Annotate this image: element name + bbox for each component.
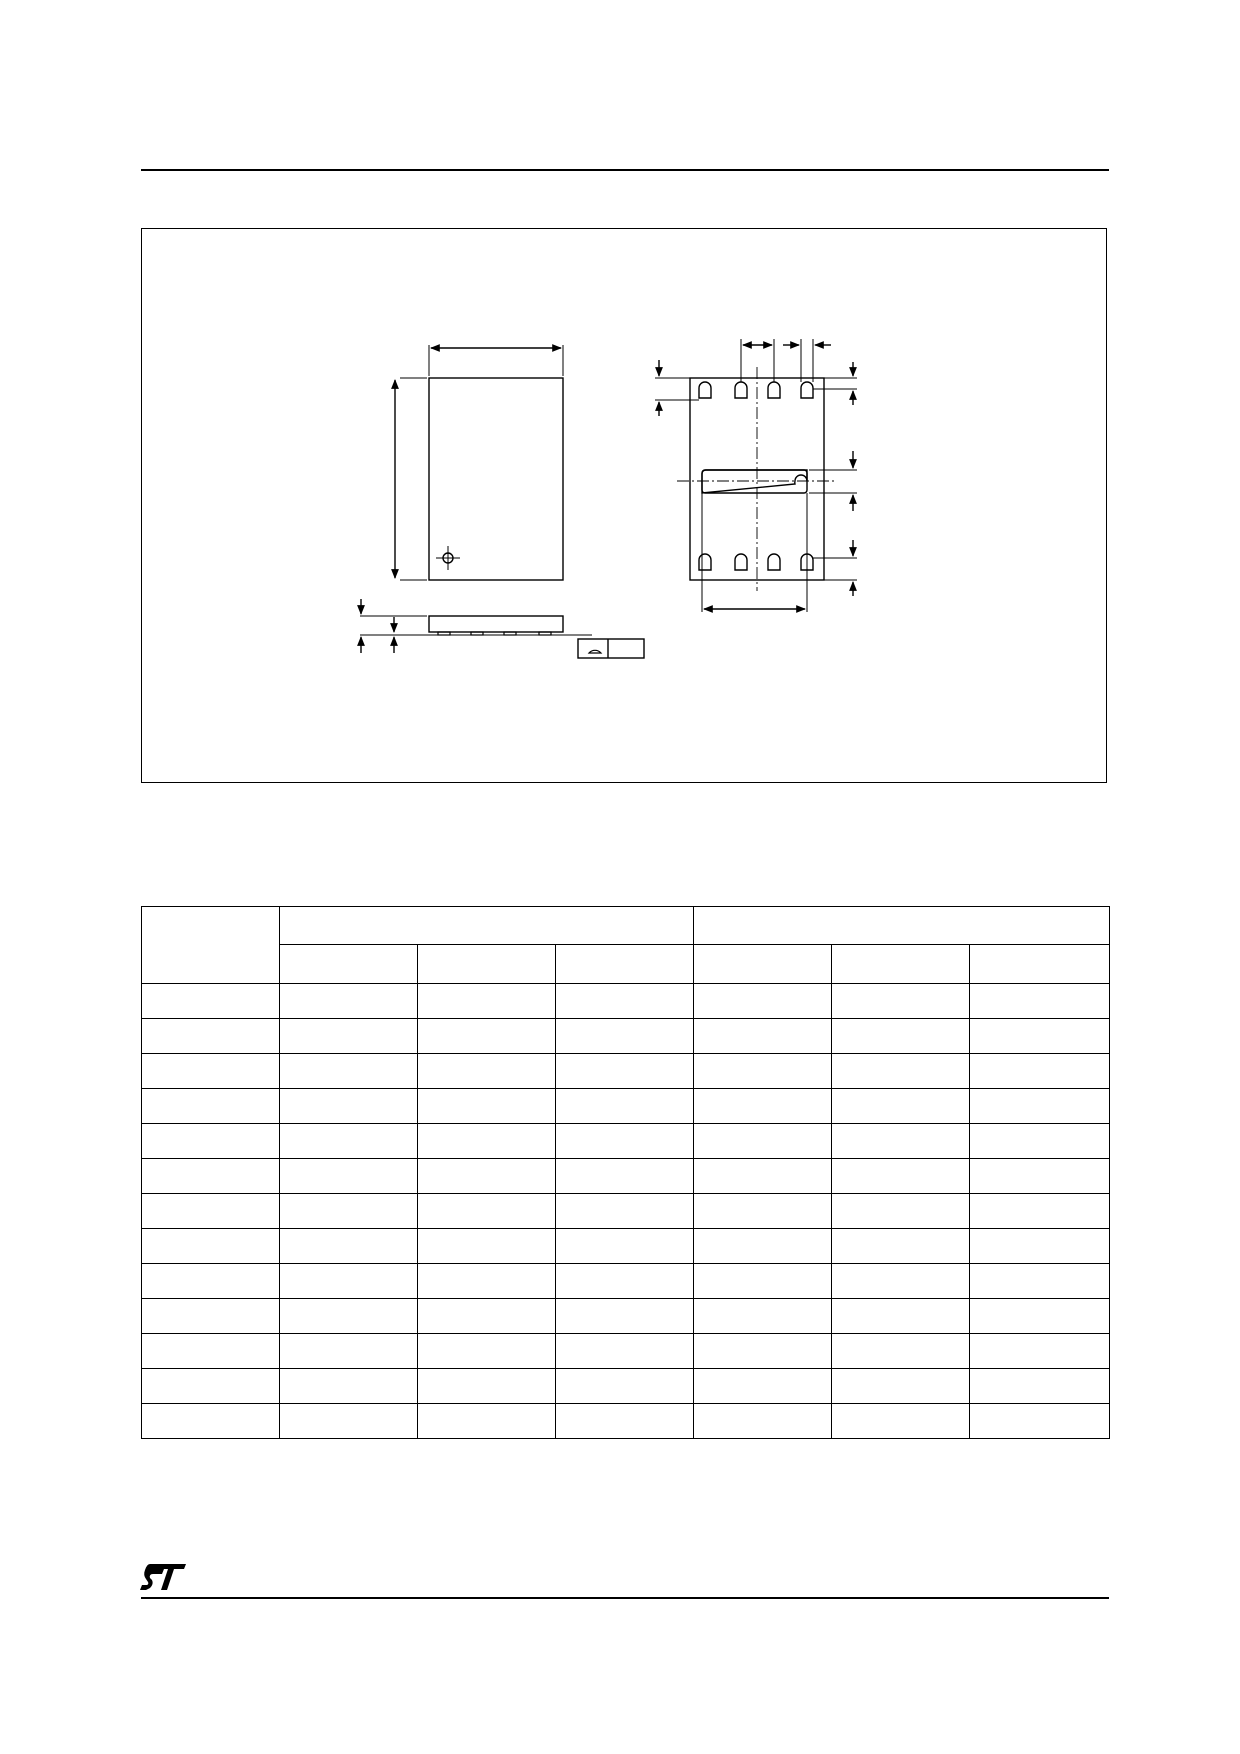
value-cell [832,1193,970,1228]
value-cell [970,983,1110,1018]
side-view-body [429,616,563,632]
value-cell [418,1298,556,1333]
table-row [142,1053,1110,1088]
value-cell [418,1368,556,1403]
value-cell [694,1158,832,1193]
header-rule [141,169,1109,171]
value-cell [418,1158,556,1193]
header-group1 [280,907,694,945]
symbol-cell [142,1018,280,1053]
value-cell [280,1158,418,1193]
value-cell [832,1368,970,1403]
top-view-body [429,378,563,580]
symbol-cell [142,1298,280,1333]
subheader-cell [418,945,556,983]
value-cell [556,1193,694,1228]
symbol-cell [142,1403,280,1438]
table-row [142,1088,1110,1123]
value-cell [556,1403,694,1438]
value-cell [694,1228,832,1263]
value-cell [694,983,832,1018]
value-cell [280,1088,418,1123]
table-row [142,1228,1110,1263]
value-cell [280,1403,418,1438]
subheader-cell [694,945,832,983]
value-cell [418,1053,556,1088]
table-row [142,983,1110,1018]
value-cell [556,1053,694,1088]
value-cell [970,1368,1110,1403]
symbol-cell [142,1053,280,1088]
table-row [142,1263,1110,1298]
value-cell [556,1088,694,1123]
value-cell [418,1088,556,1123]
value-cell [556,983,694,1018]
value-cell [418,1263,556,1298]
subheader-cell [556,945,694,983]
value-cell [556,1228,694,1263]
value-cell [970,1228,1110,1263]
symbol-cell [142,1228,280,1263]
symbol-cell [142,1333,280,1368]
value-cell [556,1368,694,1403]
value-cell [694,1018,832,1053]
value-cell [694,1298,832,1333]
value-cell [556,1123,694,1158]
header-symbol [142,907,280,984]
symbol-cell [142,983,280,1018]
value-cell [832,983,970,1018]
value-cell [280,1368,418,1403]
symbol-cell [142,1368,280,1403]
table-row [142,1333,1110,1368]
value-cell [556,1333,694,1368]
subheader-cell [280,945,418,983]
table-row [142,1123,1110,1158]
pin1-marker [436,546,460,570]
table-row [142,1158,1110,1193]
subheader-cell [832,945,970,983]
symbol-cell [142,1193,280,1228]
value-cell [832,1053,970,1088]
table-row [142,1018,1110,1053]
value-cell [970,1193,1110,1228]
value-cell [418,1228,556,1263]
value-cell [556,1018,694,1053]
symbol-cell [142,1263,280,1298]
value-cell [280,1018,418,1053]
value-cell [418,983,556,1018]
value-cell [832,1123,970,1158]
package-outline-drawing [142,229,1108,784]
header-group2 [694,907,1110,945]
value-cell [832,1228,970,1263]
value-cell [970,1403,1110,1438]
value-cell [418,1403,556,1438]
value-cell [694,1053,832,1088]
value-cell [694,1368,832,1403]
value-cell [418,1333,556,1368]
symbol-cell [142,1088,280,1123]
value-cell [970,1088,1110,1123]
footer-rule [141,1597,1109,1599]
value-cell [694,1088,832,1123]
table-row [142,1403,1110,1438]
tolerance-frame [578,639,644,658]
value-cell [280,1228,418,1263]
value-cell [832,1403,970,1438]
value-cell [970,1333,1110,1368]
value-cell [970,1263,1110,1298]
value-cell [418,1018,556,1053]
value-cell [970,1123,1110,1158]
dimensions-table [141,906,1110,1439]
table-row [142,1298,1110,1333]
value-cell [418,1123,556,1158]
value-cell [556,1263,694,1298]
value-cell [280,1123,418,1158]
symbol-cell [142,1123,280,1158]
value-cell [280,1053,418,1088]
symbol-cell [142,1158,280,1193]
value-cell [280,1333,418,1368]
table-row [142,1193,1110,1228]
value-cell [832,1088,970,1123]
value-cell [970,1018,1110,1053]
value-cell [280,983,418,1018]
value-cell [694,1263,832,1298]
value-cell [556,1158,694,1193]
table-body [142,983,1110,1438]
value-cell [280,1263,418,1298]
st-logo [140,1560,190,1594]
table-header-row [142,907,1110,945]
value-cell [970,1298,1110,1333]
value-cell [832,1158,970,1193]
value-cell [970,1158,1110,1193]
table-subheader-row [142,945,1110,983]
value-cell [832,1018,970,1053]
bottom-pads [699,554,813,570]
value-cell [694,1123,832,1158]
value-cell [832,1263,970,1298]
value-cell [418,1193,556,1228]
value-cell [694,1193,832,1228]
subheader-cell [970,945,1110,983]
value-cell [280,1298,418,1333]
value-cell [280,1193,418,1228]
table-row [142,1368,1110,1403]
value-cell [694,1403,832,1438]
package-drawing-frame [141,228,1107,783]
value-cell [832,1333,970,1368]
top-pads [699,382,813,398]
value-cell [832,1298,970,1333]
exposed-pad [702,470,807,493]
value-cell [970,1053,1110,1088]
value-cell [556,1298,694,1333]
value-cell [694,1333,832,1368]
